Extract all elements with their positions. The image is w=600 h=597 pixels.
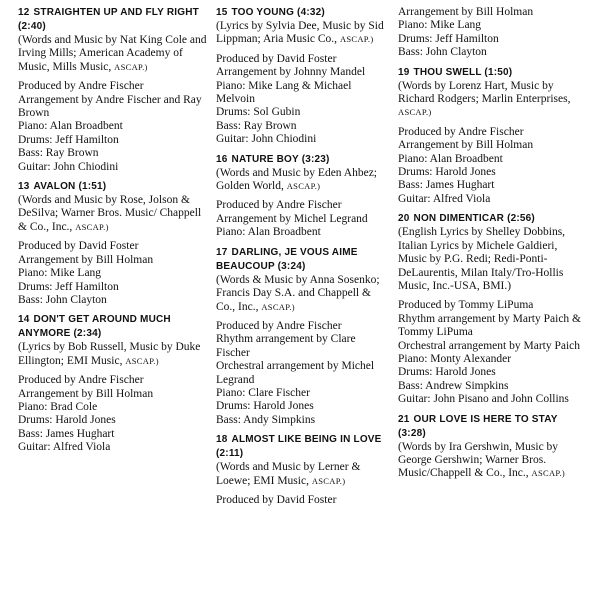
- society-label: ASCAP.): [261, 301, 295, 312]
- track-title: THOU SWELL (1:50): [413, 66, 513, 78]
- credit-line: Guitar: Alfred Viola: [398, 192, 491, 205]
- credit-line: Drums: Jeff Hamilton: [18, 280, 119, 293]
- track-number: 16: [216, 153, 228, 165]
- society-label: ASCAP.): [114, 61, 148, 72]
- credit-line: Orchestral arrangement by Michel Legrand: [216, 360, 375, 386]
- credit-line: Piano: Mike Lang: [398, 19, 482, 32]
- track-heading: [398, 413, 588, 441]
- credit-line: Piano: Brad Cole: [18, 400, 98, 413]
- column-1: [18, 6, 208, 461]
- track-number: 20: [398, 213, 410, 225]
- credit-line: Produced by Andre Fischer: [18, 80, 144, 93]
- society-label: ASCAP.): [311, 475, 346, 486]
- track-heading: [216, 433, 386, 461]
- track-credits: (Words by Lorenz Hart, Music by Richard Rodgers; Marlin Enterprises, ASCAP.): [398, 79, 571, 118]
- track-credits: (Lyrics by Sylvia Dee, Music by Sid Lippman; Aria Music Co., ASCAP.): [216, 20, 384, 46]
- track-17: [216, 246, 386, 427]
- credit-line: Rhythm arrangement by Clare Fischer: [216, 333, 356, 359]
- track-number: 17: [216, 246, 228, 258]
- credit-line: Piano: Clare Fischer: [216, 386, 310, 399]
- society-label: ASCAP.): [531, 468, 566, 479]
- track-number: 15: [216, 7, 228, 18]
- credit-line: Piano: Alan Broadbent: [216, 226, 321, 239]
- track-heading: [398, 66, 588, 80]
- credit-line: Drums: Harold Jones: [216, 400, 314, 413]
- credit-line: Guitar: Alfred Viola: [18, 441, 111, 454]
- track-credits: (Words and Music by Rose, Jolson & DeSilva; Warner Bros. Music/ Chappell & Co., Inc., ASCAP.): [18, 194, 202, 233]
- credit-line: Bass: Ray Brown: [216, 119, 297, 132]
- track-18-continued: [398, 6, 588, 60]
- society-label: ASCAP.): [286, 181, 321, 192]
- credit-line: Guitar: John Chiodini: [18, 160, 119, 173]
- track-title: ALMOST LIKE BEING IN LOVE (2:11): [216, 434, 382, 460]
- credit-line: Orchestral arrangement by Marty Paich: [398, 339, 581, 352]
- track-heading: [18, 180, 208, 194]
- credit-line: Piano: Alan Broadbent: [18, 120, 123, 133]
- track-15: [216, 6, 386, 147]
- society-label: ASCAP.): [339, 34, 374, 45]
- credit-line: Drums: Harold Jones: [398, 166, 496, 179]
- society-label: ASCAP.): [75, 221, 109, 232]
- track-16: [216, 153, 386, 240]
- credit-line: Arrangement by Bill Holman: [398, 6, 534, 18]
- credit-line: Arrangement by Bill Holman: [398, 139, 534, 152]
- credit-line: Arrangement by Michel Legrand: [216, 212, 368, 225]
- column-2: [216, 6, 386, 513]
- track-12: [18, 6, 208, 174]
- track-19: [398, 66, 588, 207]
- credit-line: Arrangement by Johnny Mandel: [216, 66, 366, 79]
- credit-line: Piano: Monty Alexander: [398, 352, 512, 365]
- track-13: [18, 180, 208, 307]
- credit-line: Bass: James Hughart: [398, 179, 495, 192]
- track-number: 12: [18, 7, 30, 18]
- credit-line: Drums: Sol Gubin: [216, 106, 301, 119]
- track-credits: (Words & Music by Anna Sosenko; Francis Day S.A. and Chappell & Co., Inc., ASCAP.): [216, 273, 380, 313]
- credit-line: Bass: Andy Simpkins: [216, 413, 316, 426]
- credit-line: Produced by Tommy LiPuma: [398, 299, 534, 312]
- track-number: 13: [18, 181, 30, 193]
- track-number: 18: [216, 434, 228, 446]
- track-credits: (Words and Music by Eden Ahbez; Golden World, ASCAP.): [216, 166, 377, 193]
- track-credits: (Words and Music by Nat King Cole and Irving Mills; American Academy of Music, Mills Music, ASCAP.): [18, 34, 207, 73]
- credit-line: Arrangement by Bill Holman: [18, 387, 154, 400]
- track-number: 19: [398, 66, 410, 78]
- track-title: STRAIGHTEN UP AND FLY RIGHT (2:40): [18, 7, 199, 32]
- track-title: NON DIMENTICAR (2:56): [413, 213, 535, 225]
- credit-line: Drums: Harold Jones: [398, 366, 496, 379]
- credit-line: Produced by Andre Fischer: [18, 374, 144, 387]
- track-title: AVALON (1:51): [33, 181, 107, 193]
- credit-line: Piano: Mike Lang: [18, 267, 102, 280]
- track-title: OUR LOVE IS HERE TO STAY (3:28): [398, 413, 558, 439]
- credit-line: Produced by David Foster: [216, 52, 337, 65]
- track-title: DARLING, JE VOUS AIME BEAUCOUP (3:24): [216, 246, 358, 272]
- credit-line: Produced by Andre Fischer: [216, 199, 342, 212]
- track-21: [398, 413, 588, 481]
- credit-line: Produced by Andre Fischer: [398, 125, 524, 138]
- track-18: [216, 433, 386, 507]
- track-heading: [18, 6, 208, 34]
- track-20: [398, 212, 588, 406]
- track-title: TOO YOUNG (4:32): [231, 7, 325, 18]
- track-credits: (Words by Ira Gershwin, Music by George Gershwin; Warner Bros. Music/Chappell & Co., Inc., ASCAP.): [398, 440, 566, 480]
- track-number: 21: [398, 413, 410, 425]
- track-credits: (Lyrics by Bob Russell, Music by Duke Ellington; EMI Music, ASCAP.): [18, 341, 201, 367]
- credit-line: Drums: Harold Jones: [18, 414, 116, 427]
- credit-line: Piano: Alan Broadbent: [398, 152, 503, 165]
- credit-line: Guitar: John Pisano and John Collins: [398, 393, 569, 406]
- credit-line: Piano: Mike Lang & Michael Melvoin: [216, 79, 352, 106]
- credit-line: Bass: Ray Brown: [18, 147, 99, 160]
- credit-line: Produced by David Foster: [18, 240, 139, 253]
- track-title: DON'T GET AROUND MUCH ANYMORE (2:34): [18, 314, 171, 340]
- credit-line: Rhythm arrangement by Marty Paich & Tommy LiPuma: [398, 312, 582, 339]
- credit-line: Arrangement by Andre Fischer and Ray Brown: [18, 93, 202, 120]
- credit-line: Arrangement by Bill Holman: [18, 253, 154, 266]
- society-label: ASCAP.): [398, 107, 432, 118]
- track-heading: [216, 6, 386, 20]
- credit-line: Bass: Andrew Simpkins: [398, 379, 509, 392]
- track-heading: [398, 212, 588, 226]
- track-credits: (Words and Music by Lerner & Loewe; EMI Music, ASCAP.): [216, 461, 361, 487]
- credit-line: Bass: John Clayton: [398, 46, 487, 59]
- credit-line: Drums: Jeff Hamilton: [398, 32, 499, 45]
- track-heading: [216, 153, 386, 167]
- track-title: NATURE BOY (3:23): [231, 153, 330, 165]
- track-heading: [216, 246, 386, 274]
- credit-line: Drums: Jeff Hamilton: [18, 133, 119, 146]
- credit-line: Bass: John Clayton: [18, 293, 107, 306]
- credit-line: Produced by David Foster: [216, 493, 337, 506]
- track-number: 14: [18, 314, 30, 326]
- column-3: [398, 6, 588, 487]
- track-credits: (English Lyrics by Shelley Dobbins, Italian Lyrics by Michele Galdieri, Music by P.G. Redi; Redi-Ponti-DeLaurentis, Milan Italy/Tro-Hollis Music, Inc.-USA, BMI.): [398, 226, 566, 292]
- credit-line: Produced by Andre Fischer: [216, 319, 342, 332]
- track-14: [18, 313, 208, 454]
- credit-line: Bass: James Hughart: [18, 427, 115, 440]
- society-label: ASCAP.): [125, 355, 159, 366]
- track-heading: [18, 313, 208, 341]
- credit-line: Guitar: John Chiodini: [216, 133, 317, 146]
